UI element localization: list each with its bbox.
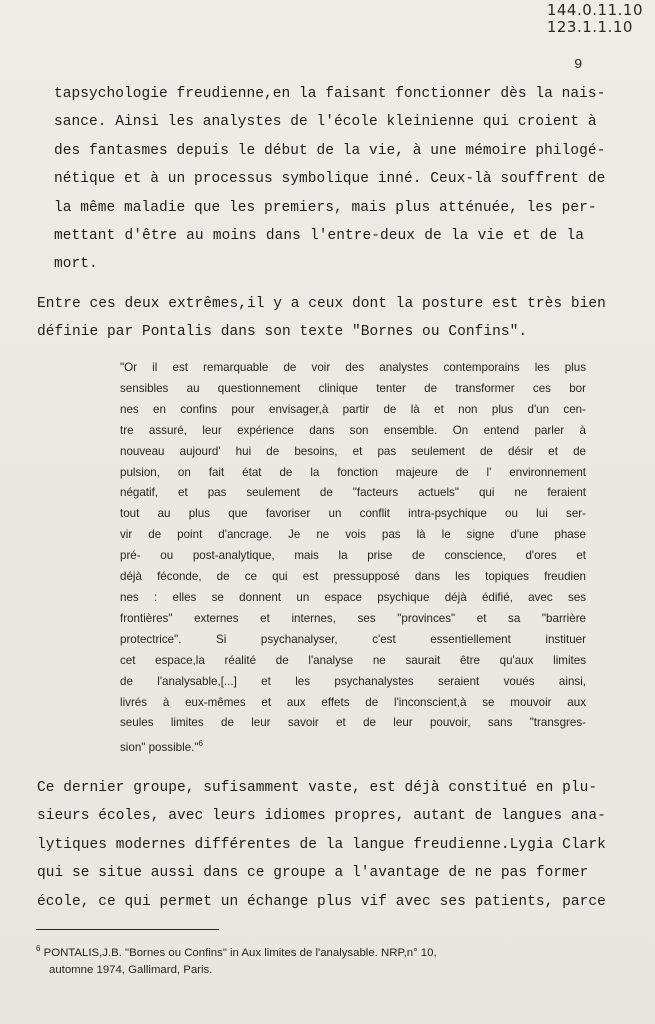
text-line: Entre ces deux extrêmes,il y a ceux dont la posture est très bien bbox=[37, 296, 606, 312]
quote-line: sensibles au questionnement clinique tenter de transformer ces bor bbox=[120, 381, 586, 395]
text-line: lytiques modernes différentes de la langue freudienne.Lygia Clark bbox=[37, 836, 606, 853]
footnote-line-2: automne 1974, Gallimard, Paris. bbox=[49, 963, 213, 976]
quote-line: cet espace,la réalité de l'analyse ne saurait être qu'aux limites bbox=[120, 653, 586, 667]
text-line: qui se situe aussi dans ce groupe a l'avantage de ne pas former bbox=[37, 865, 589, 882]
quote-line: pré- ou post-analytique, mais la prise de conscience, d'ores et bbox=[120, 549, 586, 563]
archive-reference-line-2: 123.1.1.10 bbox=[546, 18, 633, 36]
quote-line: négatif, et pas seulement de "facteurs actuels" qui ne feraient bbox=[120, 486, 586, 500]
paragraph-3 bbox=[37, 774, 606, 916]
paragraph-2 bbox=[37, 290, 606, 347]
block-quote bbox=[120, 358, 586, 759]
paragraph-1 bbox=[54, 80, 606, 279]
quote-line: tre assuré, leur expérience dans son ensemble. On entend parler à bbox=[120, 423, 586, 437]
quote-line: nes en confins pour envisager,à partir de là et non plus d'un cen- bbox=[120, 402, 586, 416]
text-line: sieurs écoles, avec leurs idiomes propres, autant de langues ana- bbox=[37, 808, 606, 825]
footnote-text: PONTALIS,J.B. "Bornes ou Confins" in Aux limites de l'analysable. NRP,n° 10, bbox=[40, 946, 437, 959]
quote-line: seules limites de leur savoir et de leur pouvoir, sans "transgres- bbox=[120, 716, 586, 730]
quote-line: tout au plus que favoriser un conflit intra-psychique ou lui ser- bbox=[120, 507, 586, 521]
page-number: 9 bbox=[574, 57, 583, 73]
footnote bbox=[36, 940, 596, 979]
archive-reference-line-1: 144.0.11.10 bbox=[546, 1, 643, 19]
footnote-line-1 bbox=[36, 940, 596, 962]
quote-line: "Or il est remarquable de voir des analystes contemporains les plus bbox=[120, 361, 586, 374]
quote-line: de l'analysable,[...] et les psychanalystes seraient voués ainsi, bbox=[120, 674, 586, 688]
footnote-mark: 6 bbox=[36, 944, 41, 953]
text-line: la même maladie que les premiers, mais plus atténuée, les per- bbox=[54, 199, 597, 216]
quote-line: sion" possible." bbox=[120, 741, 199, 755]
quote-line: nes : elles se donnent un espace psychique déjà édifié, avec ses bbox=[120, 590, 586, 604]
text-line: école, ce qui permet un échange plus vif avec ses patients, parce bbox=[37, 893, 606, 910]
text-line: définie par Pontalis dans son texte "Bornes ou Confins". bbox=[37, 324, 528, 341]
quote-line: déjà féconde, de ce qui est pressupposé dans les topiques freudien bbox=[120, 570, 586, 584]
quote-line: pulsion, on fait état de la fonction majeure de l' environnement bbox=[120, 465, 586, 479]
quote-line: frontières" externes et internes, ses "provinces" et sa "barrière bbox=[120, 611, 586, 625]
text-line: mettant d'être au moins dans l'entre-deux de la vie et de la bbox=[54, 228, 584, 245]
archive-reference bbox=[547, 2, 643, 36]
text-line: nétique et à un processus symbolique inné. Ceux-là souffrent de bbox=[54, 171, 606, 188]
text-line: Ce dernier groupe, sufisamment vaste, est déjà constitué en plu- bbox=[37, 780, 598, 796]
text-line: tapsychologie freudienne,en la faisant fonctionner dès la nais- bbox=[54, 86, 606, 102]
quote-last-line bbox=[120, 734, 586, 759]
footnote-reference: 6 bbox=[198, 739, 203, 749]
footnote-divider bbox=[36, 929, 219, 930]
quote-line: nouveau aujourd' hui de besoins, et pas seulement de désir et de bbox=[120, 444, 586, 458]
quote-line: protectrice". Si psychanalyser, c'est essentiellement instituer bbox=[120, 632, 586, 646]
quote-line: vir de point d'ancrage. Je ne vois pas là le signe d'une phase bbox=[120, 528, 586, 542]
text-line: sance. Ainsi les analystes de l'école kleinienne qui croient à bbox=[54, 114, 597, 131]
text-line: des fantasmes depuis le début de la vie, à une mémoire philogé- bbox=[54, 142, 606, 159]
text-line: mort. bbox=[54, 256, 98, 273]
quote-line: livrés à eux-mêmes et aux effets de l'inconscient,à se mouvoir aux bbox=[120, 695, 586, 709]
